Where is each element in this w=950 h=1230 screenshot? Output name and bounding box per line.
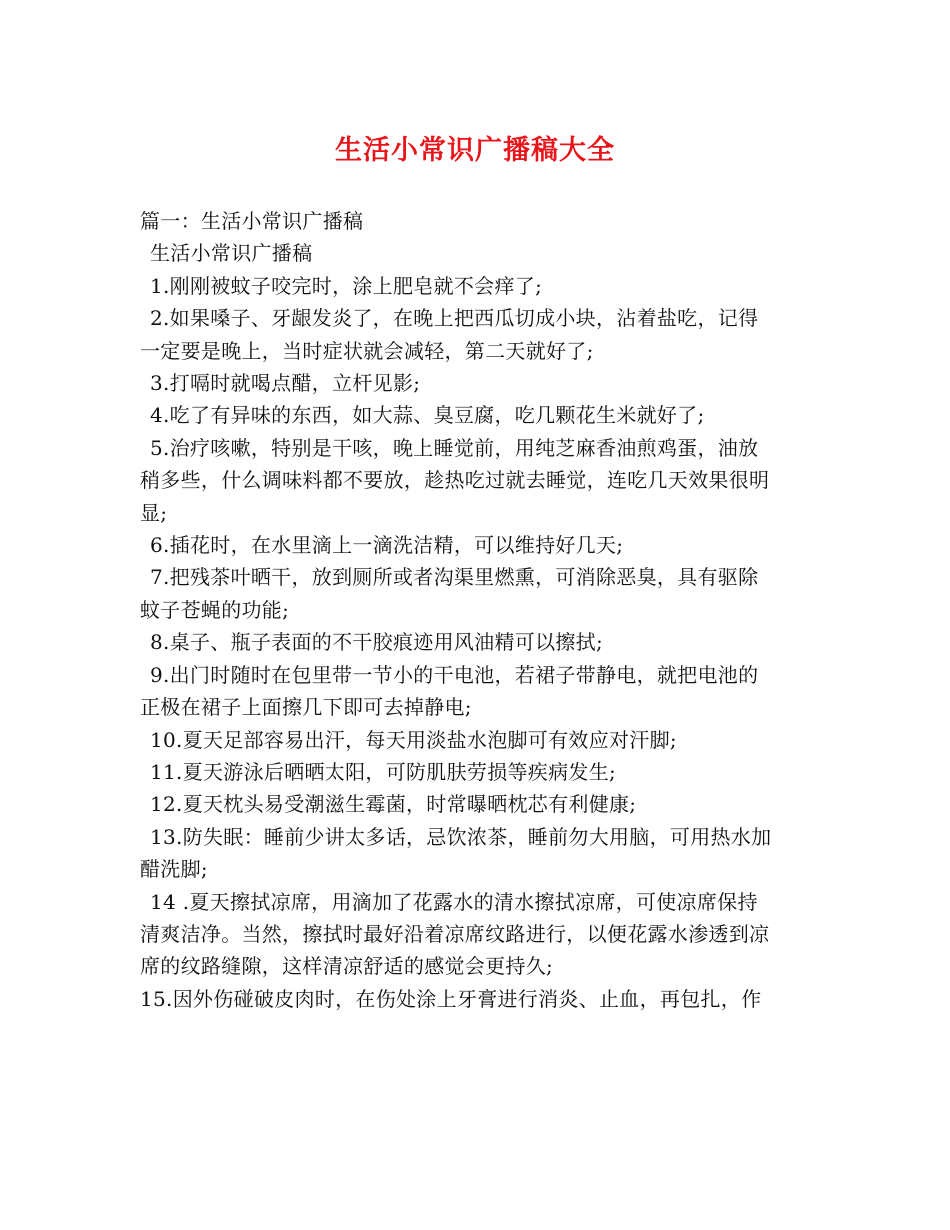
list-item-line: 蚊子苍蝇的功能;: [140, 597, 290, 622]
list-item: [140, 821, 815, 886]
list-item: [140, 270, 815, 302]
list-item: [140, 886, 815, 983]
list-item-line: 15.因外伤碰破皮肉时，在伤处涂上牙膏进行消炎、止血，再包扎，作: [140, 986, 762, 1011]
list-item-line: 6.插花时，在水里滴上一滴洗洁精，可以维持好几天;: [150, 533, 624, 558]
list-item-line: 1.刚刚被蚊子咬完时，涂上肥皂就不会痒了;: [150, 273, 543, 298]
list-item: [140, 529, 815, 561]
list-item: [140, 367, 815, 399]
list-item: [140, 983, 815, 1015]
list-item-line: 一定要是晚上，当时症状就会减轻，第二天就好了;: [140, 338, 594, 363]
document-body: [140, 205, 815, 1015]
list-item: [140, 626, 815, 658]
list-item: [140, 724, 815, 756]
list-item: [140, 788, 815, 820]
list-item-line: 2.如果嗓子、牙龈发炎了，在晚上把西瓜切成小块，沾着盐吃，记得: [150, 306, 759, 331]
list-item-line: 4.吃了有异味的东西，如大蒜、臭豆腐，吃几颗花生米就好了;: [150, 403, 705, 428]
list-item-line: 5.治疗咳嗽，特别是干咳，晚上睡觉前，用纯芝麻香油煎鸡蛋，油放: [150, 435, 759, 460]
list-item: [140, 432, 815, 529]
list-item: [140, 756, 815, 788]
list-item-line: 10.夏天足部容易出汗，每天用淡盐水泡脚可有效应对汗脚;: [150, 727, 677, 752]
list-item-line: 席的纹路缝隙，这样清凉舒适的感觉会更持久;: [140, 954, 554, 979]
list-item-line: 显;: [140, 500, 168, 525]
list-item: [140, 659, 815, 724]
list-item-line: 9.出门时随时在包里带一节小的干电池，若裙子带静电，就把电池的: [150, 662, 759, 687]
list-item-line: 14 .夏天擦拭凉席，用滴加了花露水的清水擦拭凉席，可使凉席保持: [150, 889, 758, 914]
document-title: 生活小常识广播稿大全: [335, 135, 615, 166]
list-item-line: 稍多些，什么调味料都不要放，趁热吃过就去睡觉，连吃几天效果很明: [140, 468, 770, 493]
list-item-line: 清爽洁净。当然，擦拭时最好沿着凉席纹路进行，以便花露水渗透到凉: [140, 921, 770, 946]
list-item: [140, 561, 815, 626]
subheading: 生活小常识广播稿: [150, 241, 313, 266]
list-item-line: 8.桌子、瓶子表面的不干胶痕迹用风油精可以擦拭;: [150, 630, 604, 655]
list-item-line: 3.打嗝时就喝点醋，立杆见影;: [150, 371, 421, 396]
list-item-line: 11.夏天游泳后晒晒太阳，可防肌肤劳损等疾病发生;: [150, 759, 617, 784]
list-item-line: 13.防失眠：睡前少讲太多话，忌饮浓茶，睡前勿大用脑，可用热水加: [150, 824, 772, 849]
list-item-line: 7.把残茶叶晒干，放到厕所或者沟渠里燃熏，可消除恶臭，具有驱除: [150, 565, 759, 590]
list-item-line: 正极在裙子上面擦几下即可去掉静电;: [140, 695, 472, 720]
section-heading: 篇一：生活小常识广播稿: [140, 209, 364, 233]
tips-list: [140, 270, 815, 1015]
list-item-line: 醋洗脚;: [140, 857, 208, 882]
list-item: [140, 302, 815, 367]
list-item-line: 12.夏天枕头易受潮滋生霉菌，时常曝晒枕芯有利健康;: [150, 792, 637, 817]
list-item: [140, 399, 815, 431]
